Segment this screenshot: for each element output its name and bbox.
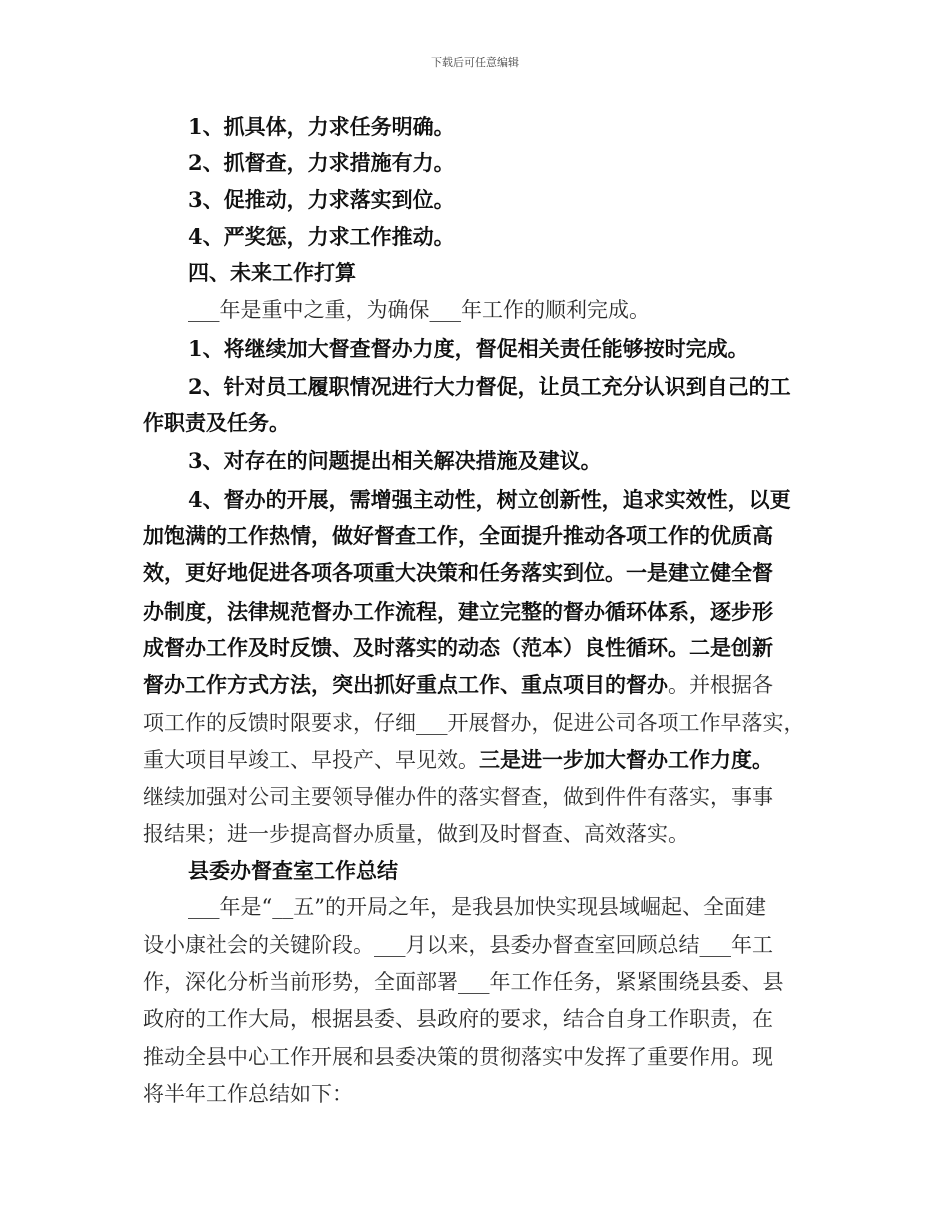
list-item-plan-4 <box>188 485 791 515</box>
list-item-1 <box>188 112 455 142</box>
paragraph-line <box>143 1004 773 1034</box>
list-item-4 <box>188 222 455 252</box>
paragraph-line <box>143 745 773 775</box>
text-run: 4、严奖惩，力求工作推动。 <box>188 224 455 249</box>
paragraph-line <box>143 1079 353 1109</box>
text-run: 继续加强对公司主要领导催办件的落实督查，做到件件有落实，事事 <box>143 785 773 809</box>
section-heading <box>188 258 356 288</box>
paragraph-line <box>143 782 773 812</box>
paragraph-line <box>143 597 773 627</box>
paragraph-line <box>143 819 689 849</box>
text-run: 3、对存在的问题提出相关解决措施及建议。 <box>188 448 602 473</box>
paragraph-line <box>143 521 773 551</box>
text-run: 四、未来工作打算 <box>188 260 356 285</box>
paragraph-line <box>143 930 773 960</box>
text-run: 效，更好地促进各项各项重大决策和任务落实到位。一是建立健全督 <box>143 560 773 585</box>
text-run: 推动全县中心工作开展和县委决策的贯彻落实中发挥了重要作用。现 <box>143 1045 773 1069</box>
text-run: 督办工作方式方法，突出抓好重点工作、重点项目的督办 <box>143 672 668 697</box>
paragraph-line <box>143 1042 773 1072</box>
text-run: 2、抓督查，力求措施有力。 <box>188 150 455 175</box>
text-run: ___年是重中之重，为确保___年工作的顺利完成。 <box>188 298 650 322</box>
document-title <box>188 856 398 886</box>
text-run: 2、针对员工履职情况进行大力督促，让员工充分认识到自己的工 <box>188 374 791 399</box>
text-run: 县委办督查室工作总结 <box>188 858 398 883</box>
list-item-2 <box>188 148 455 178</box>
paragraph-line <box>143 408 290 438</box>
header-note: 下载后可任意编辑 <box>431 56 519 69</box>
paragraph-line <box>188 892 766 922</box>
text-run: 作，深化分析当前形势，全面部署___年工作任务，紧紧围绕县委、县 <box>143 970 784 994</box>
text-run: 1、将继续加大督查督办力度，督促相关责任能够按时完成。 <box>188 336 749 361</box>
text-run: 加饱满的工作热情，做好督查工作，全面提升推动各项工作的优质高 <box>143 523 773 548</box>
text-run: ___年是“__五”的开局之年，是我县加快实现县域崛起、全面建 <box>188 895 766 919</box>
paragraph-line <box>143 967 784 997</box>
list-item-plan-3 <box>188 446 602 476</box>
text-run: 三是进一步加大督办工作力度。 <box>479 747 773 772</box>
text-run: 重大项目早竣工、早投产、早见效。 <box>143 748 479 772</box>
list-item-plan-2 <box>188 372 791 402</box>
paragraph-line <box>143 708 805 738</box>
text-run: 4、督办的开展，需增强主动性，树立创新性，追求实效性，以更 <box>188 487 791 512</box>
text-run: 。并根据各 <box>668 673 773 697</box>
text-run: 成督办工作及时反馈、及时落实的动态（范本）良性循环。二是创新 <box>143 635 773 660</box>
paragraph-line <box>143 558 773 588</box>
paragraph-line <box>143 633 773 663</box>
paragraph-line <box>143 670 773 700</box>
paragraph-line <box>188 295 650 325</box>
text-run: 办制度，法律规范督办工作流程，建立完整的督办循环体系，逐步形 <box>143 599 773 624</box>
text-run: 项工作的反馈时限要求，仔细___开展督办，促进公司各项工作早落实， <box>143 711 805 735</box>
text-run: 报结果；进一步提高督办质量，做到及时督查、高效落实。 <box>143 822 689 846</box>
text-run: 作职责及任务。 <box>143 410 290 435</box>
text-run: 将半年工作总结如下： <box>143 1082 353 1106</box>
text-run: 1、抓具体，力求任务明确。 <box>188 114 455 139</box>
list-item-plan-1 <box>188 334 749 364</box>
list-item-3 <box>188 185 455 215</box>
text-run: 设小康社会的关键阶段。___月以来，县委办督查室回顾总结___年工 <box>143 933 773 957</box>
text-run: 3、促推动，力求落实到位。 <box>188 187 455 212</box>
text-run: 政府的工作大局，根据县委、县政府的要求，结合自身工作职责，在 <box>143 1007 773 1031</box>
